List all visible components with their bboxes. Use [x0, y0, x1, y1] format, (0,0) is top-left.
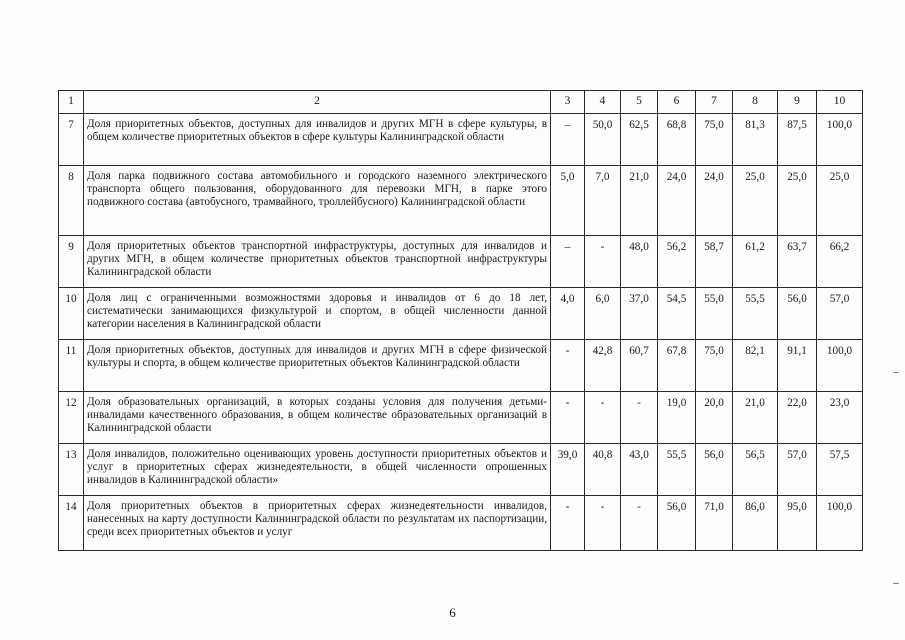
row-number: 8 [59, 166, 84, 236]
row-number: 11 [59, 340, 84, 392]
edge-mark [893, 583, 899, 584]
indicator-value: 81,3 [733, 114, 778, 166]
table-row [59, 114, 863, 166]
header-cell: 10 [817, 91, 863, 114]
indicator-value: 24,0 [658, 166, 696, 236]
indicator-value: 86,0 [733, 496, 778, 551]
indicator-value: 25,0 [733, 166, 778, 236]
indicator-name: Доля приоритетных объектов транспортной инфраструктуры, доступных для инвалидов и других МГН, в общем количестве приоритетных объектов транспортной инфраструктуры Калининградской области [84, 236, 551, 288]
indicator-value: 55,0 [696, 288, 733, 340]
indicator-value: – [551, 236, 585, 288]
indicator-value: 100,0 [817, 114, 863, 166]
page-number: 6 [449, 605, 456, 620]
indicator-value: 56,5 [733, 444, 778, 496]
indicator-value: 67,8 [658, 340, 696, 392]
indicator-value: 56,0 [696, 444, 733, 496]
indicator-value: 95,0 [778, 496, 817, 551]
indicator-name: Доля инвалидов, положительно оценивающих уровень доступности приоритетных объектов и услуг в приоритетных сферах жизнедеятельности, в общей численности опрошенных инвалидов в Калининградской области» [84, 444, 551, 496]
row-number: 7 [59, 114, 84, 166]
indicator-value: 68,8 [658, 114, 696, 166]
indicator-value: – [551, 114, 585, 166]
indicator-value: - [551, 496, 585, 551]
row-number: 10 [59, 288, 84, 340]
table-row [59, 392, 863, 444]
row-number: 13 [59, 444, 84, 496]
indicator-value: 100,0 [817, 340, 863, 392]
table-row [59, 340, 863, 392]
indicator-value: 71,0 [696, 496, 733, 551]
indicator-value: 66,2 [817, 236, 863, 288]
indicator-value: 100,0 [817, 496, 863, 551]
indicator-value: - [585, 236, 621, 288]
indicator-value: 82,1 [733, 340, 778, 392]
indicator-value: 57,0 [817, 288, 863, 340]
table-row [59, 496, 863, 551]
table-row [59, 236, 863, 288]
indicator-value: 24,0 [696, 166, 733, 236]
indicator-name: Доля приоритетных объектов, доступных для инвалидов и других МГН в сфере культуры, в общем количестве приоритетных объектов в сфере культуры Калининградской области [84, 114, 551, 166]
indicator-value: 56,0 [658, 496, 696, 551]
header-cell: 2 [84, 91, 551, 114]
header-cell: 4 [585, 91, 621, 114]
indicator-value: 7,0 [585, 166, 621, 236]
table-header-row [59, 91, 863, 114]
indicator-name: Доля приоритетных объектов в приоритетных сферах жизнедеятельности инвалидов, нанесенных на карту доступности Калининградской области по результатам их паспортизации, среди всех приоритетных объектов и услуг [84, 496, 551, 551]
indicator-value: 21,0 [733, 392, 778, 444]
indicator-value: 43,0 [621, 444, 658, 496]
indicator-name: Доля приоритетных объектов, доступных для инвалидов и других МГН в сфере физической культуры и спорта, в общем количестве приоритетных объектов Калининградской области [84, 340, 551, 392]
table-row [59, 444, 863, 496]
edge-mark [893, 372, 899, 373]
indicator-value: 21,0 [621, 166, 658, 236]
indicator-value: - [551, 392, 585, 444]
header-cell: 9 [778, 91, 817, 114]
indicator-value: 62,5 [621, 114, 658, 166]
indicator-value: 19,0 [658, 392, 696, 444]
indicator-value: 57,5 [817, 444, 863, 496]
indicator-value: 56,0 [778, 288, 817, 340]
header-cell: 6 [658, 91, 696, 114]
indicator-value: 60,7 [621, 340, 658, 392]
indicators-table [58, 90, 863, 551]
row-number: 14 [59, 496, 84, 551]
table-row [59, 166, 863, 236]
header-cell: 8 [733, 91, 778, 114]
indicator-value: 91,1 [778, 340, 817, 392]
header-cell: 3 [551, 91, 585, 114]
row-number: 9 [59, 236, 84, 288]
indicator-value: 48,0 [621, 236, 658, 288]
indicator-value: 22,0 [778, 392, 817, 444]
indicator-value: 58,7 [696, 236, 733, 288]
indicator-value: 40,8 [585, 444, 621, 496]
indicator-value: 23,0 [817, 392, 863, 444]
indicator-value: 75,0 [696, 114, 733, 166]
indicator-value: 20,0 [696, 392, 733, 444]
indicator-value: 25,0 [778, 166, 817, 236]
indicator-value: 55,5 [733, 288, 778, 340]
indicator-name: Доля парка подвижного состава автомобильного и городского наземного электрического транспорта общего пользования, оборудованного для перевозки МГН, в парке этого подвижного состава (автобусного, трамвайного, троллейбусного) Калининградской области [84, 166, 551, 236]
indicator-value: 25,0 [817, 166, 863, 236]
indicator-value: 54,5 [658, 288, 696, 340]
indicator-value: - [621, 392, 658, 444]
indicator-value: 6,0 [585, 288, 621, 340]
indicator-value: - [585, 392, 621, 444]
indicator-value: 39,0 [551, 444, 585, 496]
indicator-name: Доля лиц с ограниченными возможностями здоровья и инвалидов от 6 до 18 лет, систематически занимающихся физкультурой и спортом, в общей численности данной категории населения в Калининградской области [84, 288, 551, 340]
header-cell: 5 [621, 91, 658, 114]
indicator-value: 42,8 [585, 340, 621, 392]
indicator-value: 50,0 [585, 114, 621, 166]
indicator-value: 37,0 [621, 288, 658, 340]
indicator-value: - [621, 496, 658, 551]
indicator-value: 55,5 [658, 444, 696, 496]
indicator-value: - [585, 496, 621, 551]
indicator-value: 87,5 [778, 114, 817, 166]
indicator-value: 56,2 [658, 236, 696, 288]
indicator-value: 4,0 [551, 288, 585, 340]
indicator-value: 61,2 [733, 236, 778, 288]
header-cell: 1 [59, 91, 84, 114]
row-number: 12 [59, 392, 84, 444]
header-cell: 7 [696, 91, 733, 114]
indicator-value: - [551, 340, 585, 392]
indicator-value: 5,0 [551, 166, 585, 236]
table-row [59, 288, 863, 340]
indicator-value: 63,7 [778, 236, 817, 288]
indicator-value: 57,0 [778, 444, 817, 496]
indicator-name: Доля образовательных организаций, в которых созданы условия для получения детьми-инвалидами качественного образования, в общем количестве образовательных организаций в Калининградской области [84, 392, 551, 444]
indicator-value: 75,0 [696, 340, 733, 392]
